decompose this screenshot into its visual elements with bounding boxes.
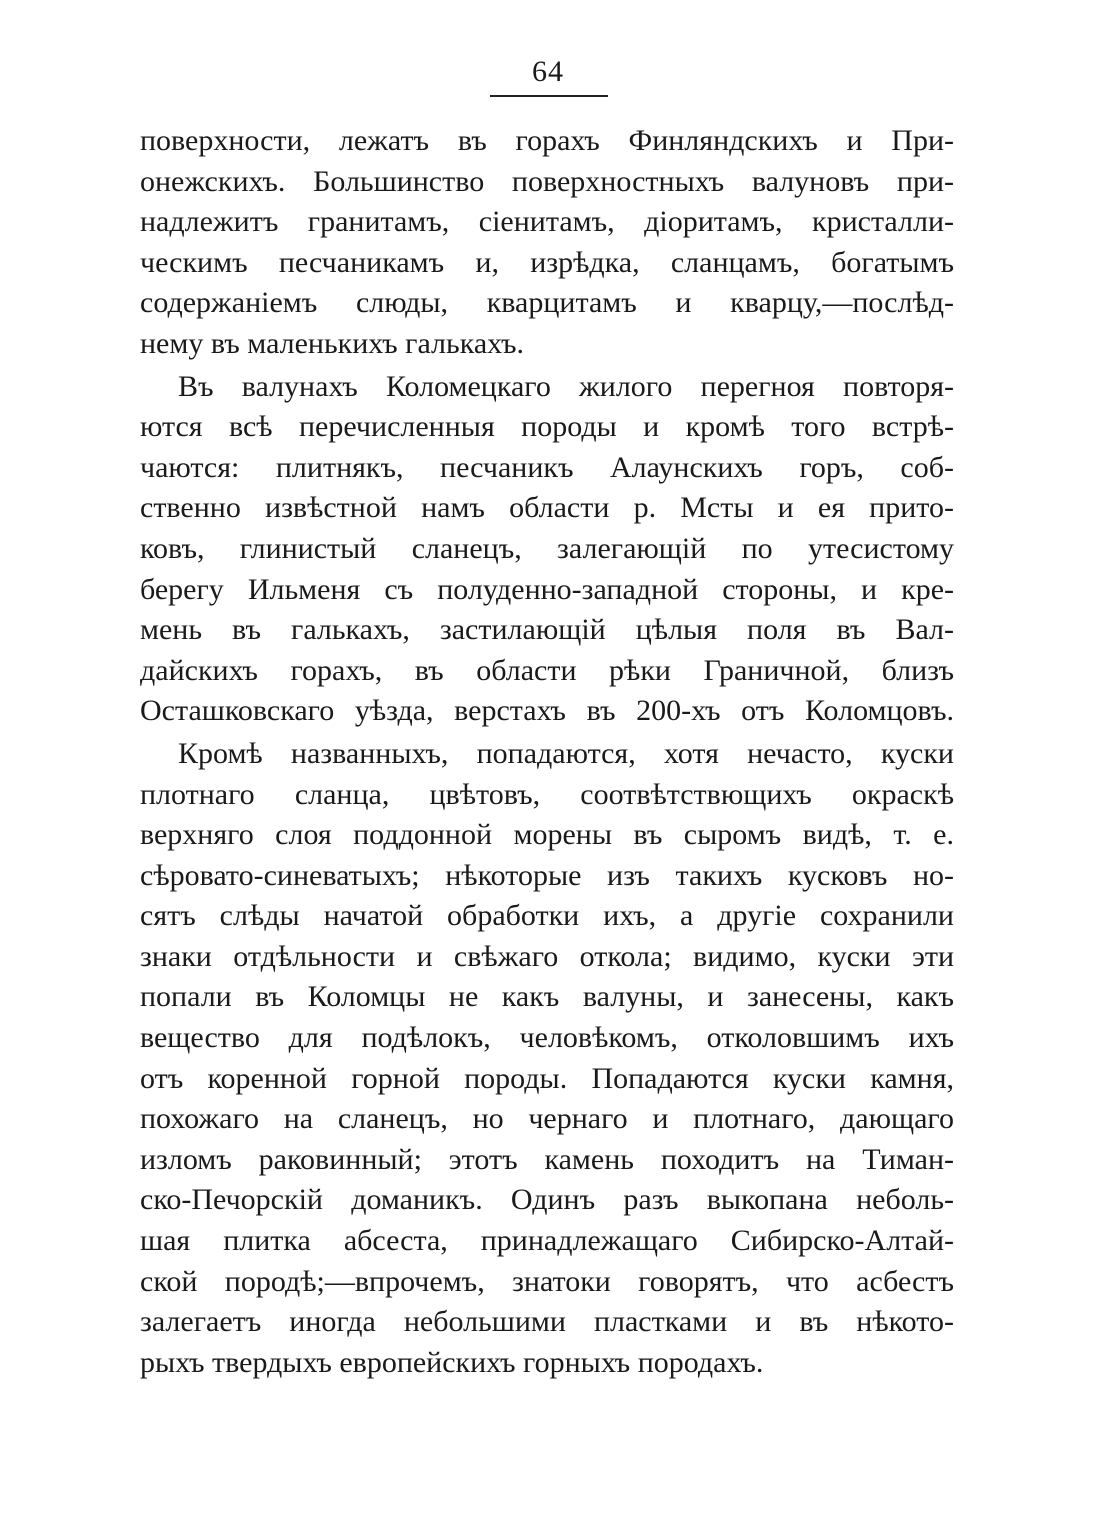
text-line: ческимъ песчаникамъ и, изрѣдка, сланцамъ, богатымъ [140,245,954,279]
text-line: поверхности, лежатъ въ горахъ Финляндскихъ и При- [140,124,954,157]
text-line: залегаетъ иногда небольшими пластками и въ нѣкото- [140,1305,954,1339]
text-line: онежскихъ. Большинство поверхностныхъ валуновъ при- [140,164,954,198]
text-line: Въ валунахъ Коломецкаго жилого перегноя повторя- [178,369,954,403]
paragraph-2 [140,367,954,732]
text-line: ются всѣ перечисленныя породы и кромѣ того встрѣ- [140,410,954,444]
text-line: Кромѣ названныхъ, попадаются, хотя нечасто, куски [178,736,954,770]
text-line: ковъ, глинистый сланецъ, залегающій по утесистому [140,531,954,565]
text-line: ственно извѣстной намъ области р. Мсты и ея прито- [140,491,954,525]
text-line: надлежитъ гранитамъ, сіенитамъ, діоритамъ, кристалли- [140,205,954,239]
text-line: нему въ маленькихъ галькахъ. [140,326,525,360]
text-line: ской породѣ;—впрочемъ, знатоки говорятъ, что асбестъ [140,1264,954,1298]
text-line: похожаго на сланецъ, но чернаго и плотнаго, дающаго [140,1102,954,1136]
text-line: чаются: плитнякъ, песчаникъ Алаунскихъ горъ, соб- [140,450,954,484]
text-line: берегу Ильменя съ полуденно-западной стороны, и кре- [140,572,954,606]
text-line: плотнаго сланца, цвѣтовъ, соотвѣтствющихъ окраскѣ [140,777,954,811]
text-line: изломъ раковинный; этотъ камень походитъ на Тиман- [140,1142,954,1176]
text-line: верхняго слоя поддонной морены въ сыромъ видѣ, т. е. [140,818,954,852]
text-line: сятъ слѣды начатой обработки ихъ, а другіе сохранили [140,899,954,933]
text-line: знаки отдѣльности и свѣжаго откола; видимо, куски эти [140,939,954,973]
text-line: Осташковскаго уѣзда, верстахъ въ 200-хъ отъ Коломцовъ. [140,694,954,728]
page-number: 64 [532,55,564,88]
text-line: шая плитка абсеста, принадлежащаго Сибирско-Алтай- [140,1224,954,1258]
header-rule [490,95,608,97]
text-line: сѣровато-синеватыхъ; нѣкоторые изъ такихъ кусковъ но- [140,858,954,892]
text-line: ско-Печорскій доманикъ. Одинъ разъ выкопана неболь- [140,1183,954,1217]
text-line: рыхъ твердыхъ европейскихъ горныхъ породахъ. [140,1345,764,1379]
text-line: содержаніемъ слюды, кварцитамъ и кварцу,—послѣд- [140,286,954,320]
text-line: вещество для подѣлокъ, человѣкомъ, отколовшимъ ихъ [140,1021,954,1055]
text-line: мень въ галькахъ, застилающій цѣлыя поля въ Вал- [140,613,954,647]
paragraph-1 [140,121,954,365]
text-line: дайскихъ горахъ, въ области рѣки Граничной, близъ [140,653,954,687]
text-line: попали въ Коломцы не какъ валуны, и занесены, какъ [140,980,954,1014]
text-body [140,121,954,1383]
paragraph-3 [140,734,954,1384]
text-line: отъ коренной горной породы. Попадаются куски камня, [140,1061,954,1095]
